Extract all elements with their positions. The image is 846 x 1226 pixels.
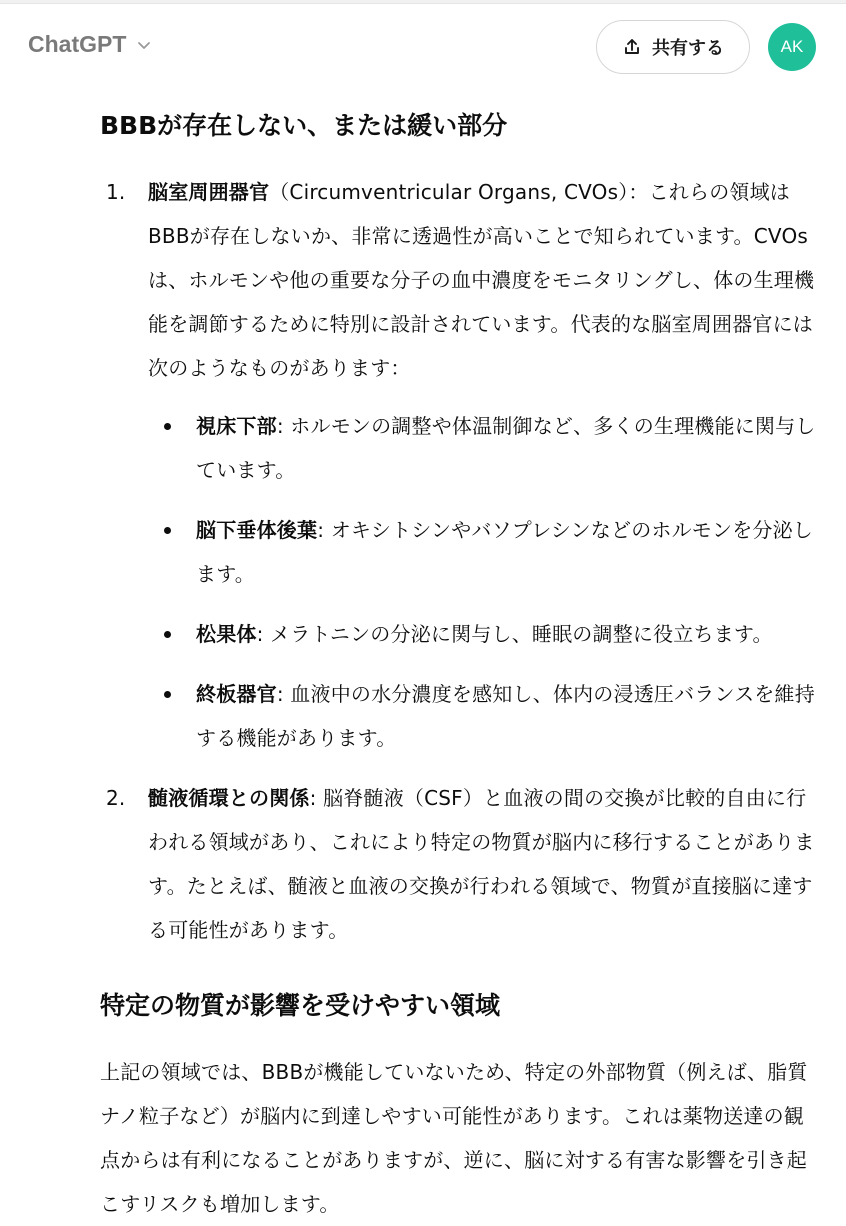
section-2 [100, 980, 820, 1226]
avatar-initials: AK [780, 37, 804, 56]
sub-text: : ホルモンの調整や体温制御など、多くの生理機能に関与しています。 [196, 414, 816, 482]
message-content [100, 100, 820, 1226]
top-bar [0, 4, 846, 90]
list-number: 2. [106, 786, 126, 810]
bullet-icon [164, 691, 171, 698]
share-icon [622, 37, 642, 57]
avatar[interactable] [768, 23, 816, 71]
list-item [100, 170, 820, 760]
section-heading-1: BBBが存在しない、または緩い部分 [100, 111, 508, 140]
sub-text: : 血液中の水分濃度を感知し、体内の浸透圧バランスを維持する機能があります。 [196, 682, 815, 750]
list-number: 1. [106, 180, 126, 204]
list-item [100, 776, 820, 952]
list-text: （Circumventricular Organs, CVOs）：これらの領域はBBBが存在しないか、非常に透過性が高いことで知られています。CVOsは、ホルモンや他の重要な分子の血中濃度をモニタリングし、体の生理機能を調節するために特別に設計されています。代表的な脳室周囲器官には次のようなものがあります： [148, 180, 815, 380]
list-term: 脳室周囲器官 [148, 180, 270, 204]
sub-term: 脳下垂体後葉 [196, 518, 318, 542]
share-button[interactable] [596, 20, 750, 74]
section-heading-2: 特定の物質が影響を受けやすい領域 [100, 991, 501, 1020]
chevron-down-icon [136, 37, 152, 53]
sub-text: : メラトニンの分泌に関与し、睡眠の調整に役立ちます。 [256, 622, 773, 646]
sub-term: 視床下部 [196, 414, 277, 438]
share-label: 共有する [652, 38, 724, 59]
list-term: 髄液循環との関係 [148, 786, 310, 810]
sub-term: 終板器官 [196, 682, 277, 706]
sub-term: 松果体 [196, 622, 257, 646]
sub-list-item [148, 672, 820, 760]
model-selector[interactable] [28, 31, 152, 58]
section-paragraph: 上記の領域では、BBBが機能していないため、特定の外部物質（例えば、脂質ナノ粒子など）が脳内に到達しやすい可能性があります。これは薬物送達の観点からは有利になることがありますが、逆に、脳に対する有害な影響を引き起こすリスクも増加します。 [100, 1060, 808, 1216]
sub-list-item [148, 508, 820, 596]
app-title: ChatGPT [28, 31, 127, 57]
bullet-icon [164, 631, 171, 638]
sub-list-item [148, 612, 820, 656]
bullet-icon [164, 527, 171, 534]
bullet-icon [164, 423, 171, 430]
list-text: : 脳脊髄液（CSF）と血液の間の交換が比較的自由に行われる領域があり、これにより特定の物質が脳内に移行することがあります。たとえば、髄液と血液の交換が行われる領域で、物質が直接脳に達する可能性があります。 [148, 786, 815, 942]
sub-list-item [148, 404, 820, 492]
sub-list [148, 404, 820, 760]
sub-text: : オキシトシンやバソプレシンなどのホルモンを分泌します。 [196, 518, 813, 586]
